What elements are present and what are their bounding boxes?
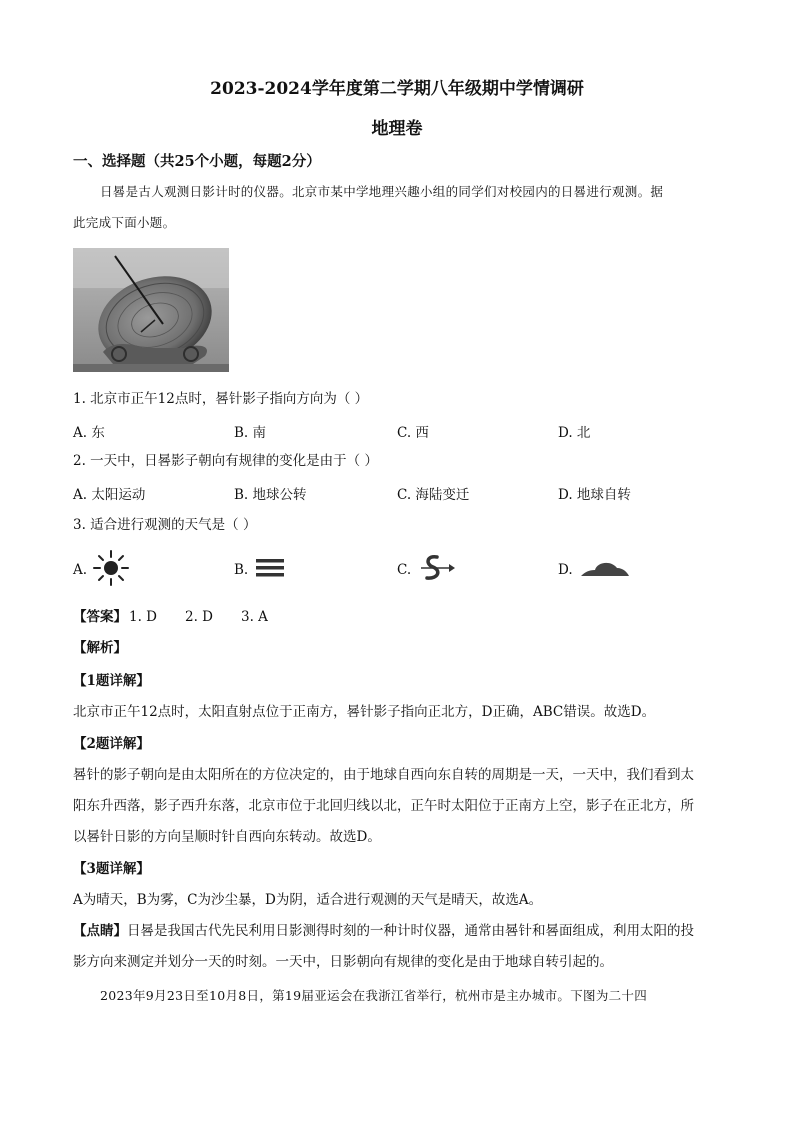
q3-option-c-label: C. [397,562,412,578]
q3-option-b[interactable] [234,552,286,588]
q1-option-c[interactable]: C. 西 [397,425,429,441]
intro-line-2: 此完成下面小题。 [73,215,176,230]
q1-option-d[interactable]: D. 北 [558,425,591,441]
tip-text-1: 日晷是我国古代先民利用日影测得时刻的一种计时仪器，通常由晷针和晷面组成，利用太阳的投 [127,923,694,939]
page-subtitle: 地理卷 [371,119,423,139]
analysis-label: 【解析】 [73,640,127,656]
question-3-stem: 3. 适合进行观测的天气是（ ） [73,517,257,533]
q3-option-b-label: B. [234,562,249,578]
section-heading: 一、选择题（共25个小题，每题2分） [73,153,321,170]
question-1-stem: 1. 北京市正午12点时，晷针影子指向方向为（ ） [73,391,369,407]
q2-detail-line-1: 晷针的影子朝向是由太阳所在的方位决定的，由于地球自西向东自转的周期是一天，一天中，我们看到太 [73,767,694,783]
page-title: 2023-2024学年度第二学期八年级期中学情调研 [210,79,584,99]
sun-icon [91,550,131,590]
sundial-photo [73,248,229,372]
q2-option-c[interactable]: C. 海陆变迁 [397,487,470,503]
q2-detail-label: 【2题详解】 [73,736,150,752]
cloudy-icon [579,556,631,584]
answer-label: 【答案】 [73,609,127,625]
fog-icon [254,554,286,586]
q3-option-c[interactable] [397,552,459,588]
question-2-stem: 2. 一天中，日晷影子朝向有规律的变化是由于（ ） [73,453,378,469]
q3-option-d[interactable] [558,552,631,588]
answer-3: 3. A [241,609,268,625]
intro-line-1: 日晷是古人观测日影计时的仪器。北京市某中学地理兴趣小组的同学们对校园内的日晷进行观测。据 [100,184,664,199]
q2-detail-line-3: 以晷针日影的方向呈顺时针自西向东转动。故选D。 [73,829,381,845]
tip-line-1 [73,920,694,942]
answer-line [73,606,268,628]
q1-detail-label: 【1题详解】 [73,673,150,689]
q3-detail-text: A为晴天，B为雾，C为沙尘暴，D为阴，适合进行观测的天气是晴天，故选A。 [73,892,543,908]
q1-detail-text: 北京市正午12点时，太阳直射点位于正南方，晷针影子指向正北方，D正确，ABC错误。故选D。 [73,704,656,720]
q2-option-a[interactable]: A. 太阳运动 [73,487,146,503]
q3-option-d-label: D. [558,562,573,578]
answer-1: 1. D [129,609,157,625]
q2-detail-line-2: 阳东升西落，影子西升东落，北京市位于北回归线以北，正午时太阳位于正南方上空，影子在正北方，所 [73,798,694,814]
tip-label: 【点睛】 [73,923,127,939]
q2-option-d[interactable]: D. 地球自转 [558,487,631,503]
next-intro: 2023年9月23日至10月8日，第19届亚运会在我浙江省举行，杭州市是主办城市。下图为二十四 [100,988,648,1003]
q1-option-a[interactable]: A. 东 [73,425,105,441]
answer-2: 2. D [185,609,213,625]
q3-option-a[interactable] [73,552,131,588]
tip-line-2: 影方向来测定并划分一天的时刻。一天中，日影朝向有规律的变化是由于地球自转引起的。 [73,954,613,970]
q3-option-a-label: A. [73,562,88,578]
q3-detail-label: 【3题详解】 [73,861,150,877]
q1-option-b[interactable]: B. 南 [234,425,267,441]
sandstorm-icon [415,552,459,588]
q2-option-b[interactable]: B. 地球公转 [234,487,307,503]
